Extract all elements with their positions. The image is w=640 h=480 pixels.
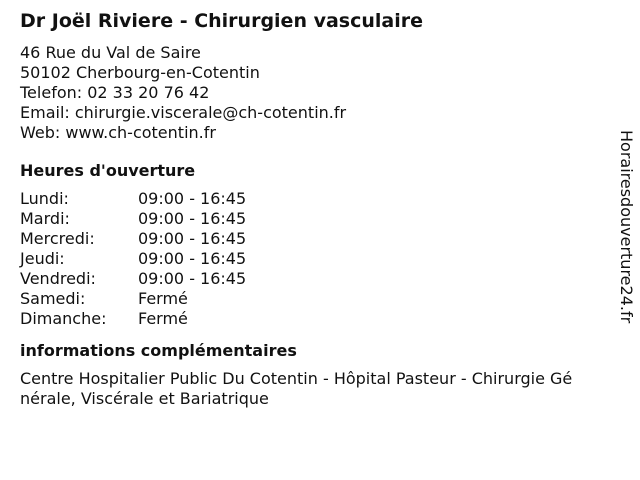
phone: Telefon: 02 33 20 76 42: [20, 83, 210, 102]
hours-row: [20, 189, 610, 209]
hours-day: Dimanche:: [20, 309, 107, 328]
hours-row: [20, 289, 610, 309]
hours-row: [20, 229, 610, 249]
city: 50102 Cherbourg-en-Cotentin: [20, 63, 260, 82]
hours-time: 09:00 - 16:45: [138, 189, 247, 208]
hours-time: 09:00 - 16:45: [138, 229, 247, 248]
hours-day: Vendredi:: [20, 269, 96, 288]
info-text-line: Centre Hospitalier Public Du Cotentin - Hôpital Pasteur - Chirurgie Gé: [20, 369, 573, 388]
hours-day: Jeudi:: [20, 249, 65, 268]
hours-day: Lundi:: [20, 189, 69, 208]
street: 46 Rue du Val de Saire: [20, 43, 201, 62]
address-block: [20, 43, 610, 143]
page-title: Dr Joël Riviere - Chirurgien vasculaire: [20, 10, 423, 32]
info-text-line: nérale, Viscérale et Bariatrique: [20, 389, 269, 408]
email: Email: chirurgie.viscerale@ch-cotentin.fr: [20, 103, 347, 122]
hours-time: Fermé: [138, 309, 188, 328]
hours-day: Samedi:: [20, 289, 86, 308]
hours-time: 09:00 - 16:45: [138, 249, 247, 268]
info-title: informations complémentaires: [20, 341, 297, 360]
hours-row: [20, 269, 610, 289]
hours-table: [20, 189, 610, 329]
hours-day: Mardi:: [20, 209, 70, 228]
hours-time: Fermé: [138, 289, 188, 308]
hours-row: [20, 249, 610, 269]
hours-row: [20, 209, 610, 229]
hours-row: [20, 309, 610, 329]
hours-day: Mercredi:: [20, 229, 95, 248]
hours-time: 09:00 - 16:45: [138, 269, 247, 288]
site-watermark: Horairesdouverture24.fr: [617, 130, 636, 324]
hours-title: Heures d'ouverture: [20, 161, 196, 180]
info-text: [20, 369, 610, 409]
content: [20, 8, 610, 409]
website: Web: www.ch-cotentin.fr: [20, 123, 216, 142]
hours-time: 09:00 - 16:45: [138, 209, 247, 228]
